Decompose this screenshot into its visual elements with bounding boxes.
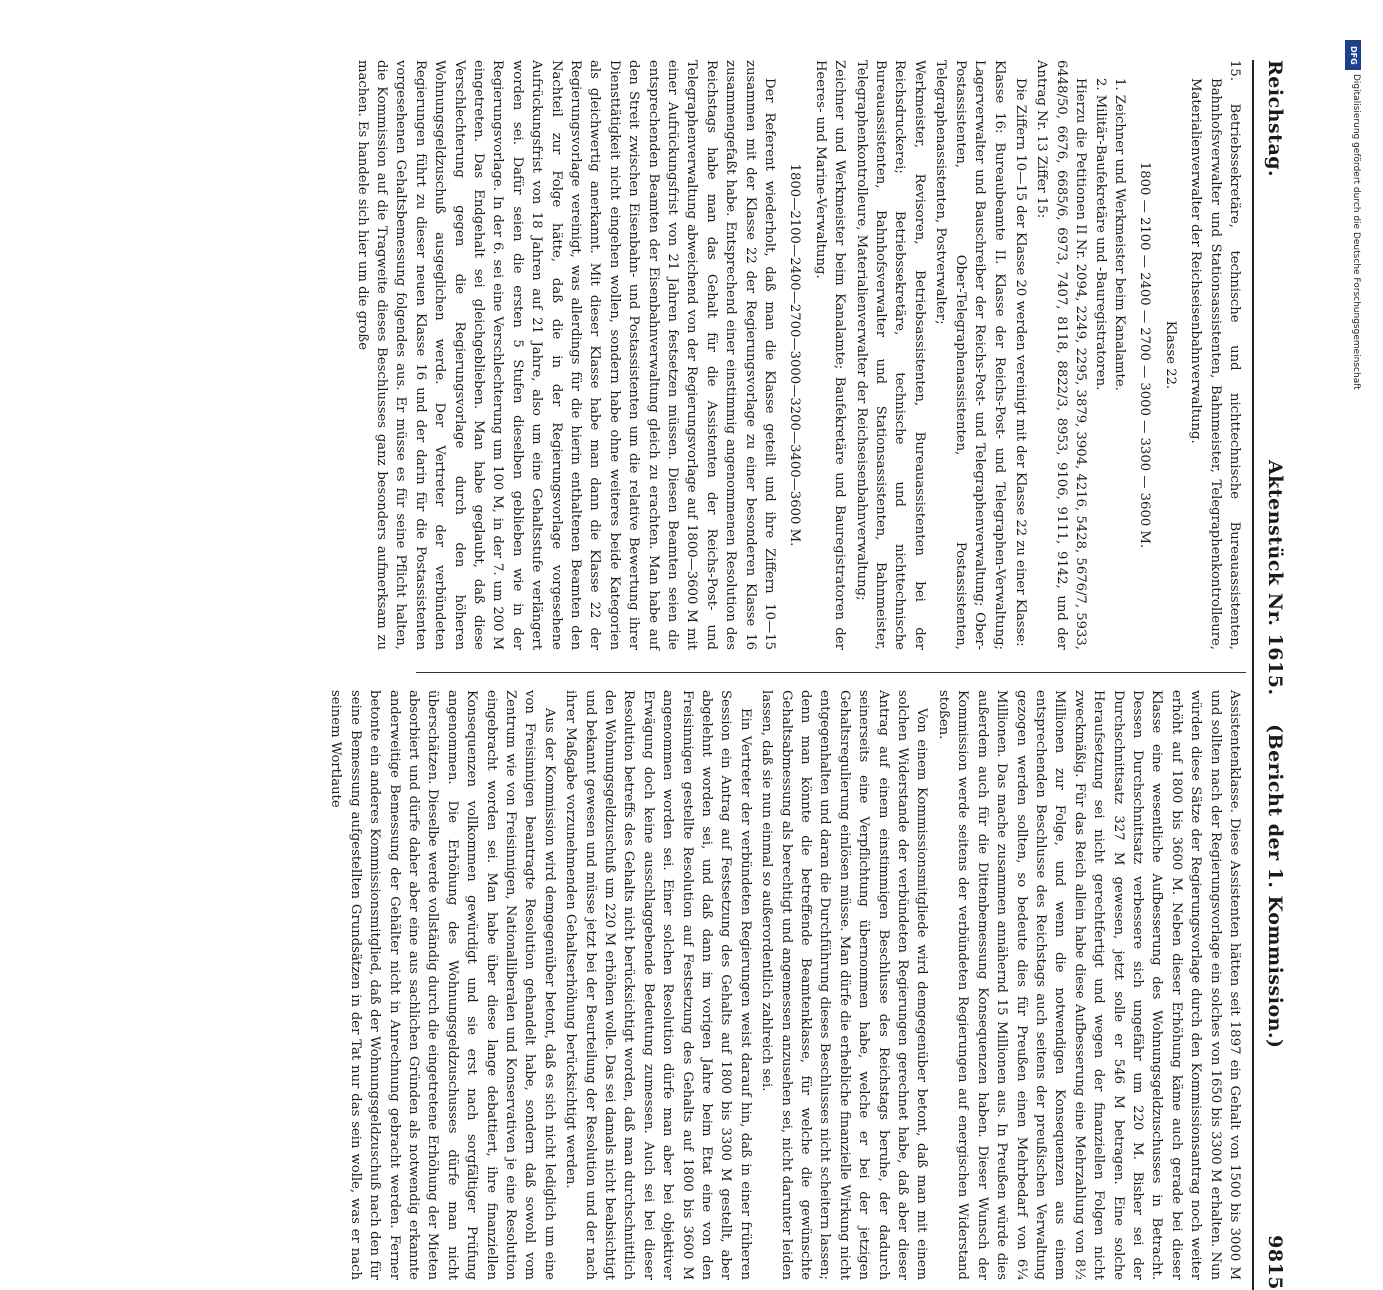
paragraph: Klasse 16: Bureaubeamte II. Klasse der Reichs-Post- und Telegraphen-Verwaltung; Lagerverwalter und Bauschreiber der Reichs-Post- und Telegraphenverwaltung; Ober-Postassistenten, Ober-Telegraphenassistenten, Postassistenten, Telegraphenassistenten, Postverwalter; bbox=[933, 60, 1007, 650]
paragraph: Ein Vertreter der verbündeten Regierungen weist darauf hin, daß in einer früheren Session ein Antrag auf Festsetzung des Gehalts auf 1800 bis 3300 M gestellt, aber abgelehnt worden sei, und daß dann im vorigen Jahre beim Etat eine von den Freisinnigen gestellte Resolution auf Festsetzung des Gehalts auf 1800 bis 3600 M angenommen worden sei. Einer solchen Resolution dürfe man aber bei objektiver Erwägung doch keine ausschlaggebende Bedeutung zumessen. Auch sei bei dieser Resolution betreffs des Gehalts nicht berücksichtigt worden, daß man durchschnittlich den Wohnungsgeldzuschuß um 220 M erhöhen wolle. Das sei damals nicht beabsichtigt und bekannt gewesen und müsse jetzt bei der Beurteilung der Resolution und der nach ihrer Maßgabe vorzunehmenden Gehaltserhöhung berücksichtigt werden. bbox=[563, 690, 753, 1280]
paragraph: Die Ziffern 10—15 der Klasse 20 werden vereinigt mit der Klasse 22 zu einer Klasse: bbox=[1012, 78, 1028, 647]
column-divider bbox=[416, 672, 1246, 673]
digitization-note: Digitalisierung gefördert durch die Deutsche Forschungsgemeinschaft bbox=[1351, 74, 1361, 390]
paragraph: 1800—2100—2400—2700—3000—3200—3400—3600 M. bbox=[787, 163, 803, 547]
paragraph: 2. Militär-Baufekretäre und -Bauregistratoren. bbox=[1092, 78, 1108, 391]
paragraph: Zeichner und Werkmeister beim Kanalamte; Baufekretäre und Bauregistratoren der Heeres- und Marine-Verwaltung. bbox=[812, 60, 848, 650]
side-note bbox=[1345, 40, 1361, 980]
header-left: Reichstag. bbox=[1264, 60, 1286, 178]
header-title bbox=[1264, 460, 1286, 1049]
dfg-logo: DFG bbox=[1345, 40, 1361, 70]
paragraph: Aus der Kommission wird demgegenüber betont, daß es sich nicht lediglich um eine von Freisinnigen beantragte Resolution gehandelt habe, sondern daß sowohl vom Zentrum wie von Freisinnigen, Nationalliberalen und Konservativen je eine Resolution eingebracht worden sei. Man habe über diese lange debattiert, ihre finanziellen Konsequenzen vollkommen gewürdigt und sie erst nach sorgfältiger Prüfung angenommen. Die Erhöhung des Wohnungsgeldzuschusses dürfe man nicht überschätzen. Dieselbe werde vollständig durch die eingetretene Erhöhung der Mieten absorbiert und dürfe daher aber eine aus sachlichen Gründen als notwendig erkannte anderweitige Bemessung der Gehälter nicht in Anrechnung gebracht werden. Ferner betonte ein anderes Kommissionsmitglied, daß der Wohnungsgeldzuschuß nach den für seine Bemessung aufgestellten Grundsätzen in der Tat nur das sein wolle, was er nach seinem Wortlaute bbox=[328, 690, 557, 1280]
paragraph: Werkmeister, Revisoren, Betriebsassistenten, Bureauassistenten bei der Reichsdruckerei; Betriebssekretäre, technische und nichttechnische Bureauassistenten, Bahnhofsverwalter und Stationsassistenten, Bahnmeister, Telegraphenkontrolleure, Materialienverwalter der Reichseisenbahnverwaltung; bbox=[853, 60, 927, 650]
paragraph: Der Referent wiederholt, daß man die Klasse geteilt und ihre Ziffern 10—15 zusammen mit der Klasse 22 der Regierungsvorlage zu einer besonderen Klasse 16 zusammengefaßt habe. Entsprechend einer einstimmig angenommenen Resolution des Reichstags habe man das Gehalt für die Assistenten der Reichs-Post- und Telegraphenverwaltung abweichend von der Regierungsvorlage auf 1800—3600 M mit einer Aufrückungsfrist von 21 Jahren festsetzen müssen. Diesen Beamten seien die entsprechenden Beamten der Eisenbahnverwaltung gleich zu erachten. Man habe auf den Streit zwischen Eisenbahn- und Postassistenten um die relative Bewertung ihrer Diensttätigkeit nicht eingehen wollen, sondern habe ohne weiteres beide Kategorien als gleichwertig anerkannt. Mit dieser Klasse habe man dann die Klasse 22 der Regierungsvorlage vereinigt, was allerdings für die hierin enthaltenen Beamten den Nachteil zur Folge hätte, daß die in der Regierungsvorlage vorgesehene Aufrückungsfrist von 18 Jahren auf 21 Jahre, also um eine Gehaltsstufe verlängert worden sei. Dafür seien die ersten 5 Stufen dieselben geblieben wie in der Regierungsvorlage. In der 6. sei eine Verschlechterung um 100 M, in der 7. um 200 M eingetreten. Das Endgehalt sei gleichgeblieben. Man habe geglaubt, daß diese Verschlechterung gegen die Regierungsvorlage durch den höheren Wohnungsgeldzuschuß ausgeglichen werde. Der Vertreter der verbündeten Regierungen führt zu dieser neuen Klasse 16 und der darin für die Postassistenten vorgesehenen Gehaltsbemessung folgendes aus. Er müsse es für seine Pflicht halten, die Kommission auf die Tragweite dieses Beschlusses ganz besonders aufmerksam zu machen. Es handele sich hier um die große bbox=[354, 60, 778, 650]
page-number: 9815 bbox=[1264, 1235, 1286, 1290]
paragraph: Assistentenklasse. Diese Assistenten hätten seit 1897 ein Gehalt von 1500 bis 3000 M und sollten nach der Regierungsvorlage ein solches von 1650 bis 3300 M erhalten. Nun würden diese Sätze der Regierungsvorlage durch den Kommissionsantrag noch weiter erhöht auf 1800 bis 3600 M. Neben dieser Erhöhung käme auch gerade bei dieser Klasse eine wesentliche Aufbesserung des Wohnungsgeldzuschusses in Betracht. Dessen Durchschnittsatz verbessere sich ungefähr um 220 M. Bisher sei der Durchschnittsatz 327 M gewesen, jetzt solle er 546 M betragen. Eine solche Heraufsetzung sei nicht gerechtfertigt und wegen der finanziellen Folgen nicht zweckmäßig. Für das Reich allein habe diese Aufbesserung eine Mehrzahlung von 8½ Millionen zur Folge, und wenn die notwendigen Konsequenzen aus einem entsprechenden Beschlusse des Reichstags auch seitens der preußischen Verwaltung gezogen werden sollten, so bedeute dies für Preußen einen Mehrbedarf von 6¼ Millionen. Das mache zusammen annähernd 15 Millionen aus. In Preußen würde dies außerdem auch für die Dittenbemessung Konsequenzen haben. Dieser Wunsch der Kommission werde seitens der verbündeten Regierungen auf energischen Widerstand stoßen. bbox=[935, 690, 1242, 1280]
paragraph: Von einem Kommissionsmitgliede wird demgegenüber betont, daß man mit einem solchen Widerstande der verbündeten Regierungen gerechnet habe, daß aber dieser Antrag auf einem einstimmigen Beschlusse des Reichstags beruhe, der dadurch seinerseits eine Verpflichtung übernommen habe, welche er bei der jetzigen Gehaltsregulierung einlösen müsse. Man dürfe die erhebliche finanzielle Wirkung nicht entgegenhalten und daran die Durchführung dieses Beschlusses nicht scheitern lassen; denn man könnte die betreffende Beamtenklasse, für welche die gewünschte Gehaltsabmessung als berechtigt und angemessen anzusehen sei, nicht darunter leiden lassen, daß sie nun einmal so außerordentlich zahlreich sei. bbox=[759, 690, 930, 1280]
paragraph: Hierzu die Petitionen II Nr. 2094, 2249, 2295, 3879, 3904, 4216, 5428, 5676/7, 5933, 6448/50, 6676, 6685/6, 6973, 7407, 8118, 8822/3, 8953, 9106, 9111, 9142, und der Antrag Nr. 13 Ziffer 15: bbox=[1034, 60, 1089, 650]
document-page bbox=[66, 60, 1296, 1290]
header-subtitle: (Bericht der 1. Kommission.) bbox=[1264, 724, 1286, 1049]
paragraph: Klasse 22. bbox=[1162, 320, 1178, 390]
paragraph: 15. Betriebssekretäre, technische und nichttechnische Bureauassistenten, Bahnhofsverwalter und Stationsassistenten, Bahnmeister, Telegraphenkontrolleure, Materialienverwalter der Reichseisenbahnverwaltung. bbox=[1188, 60, 1242, 650]
right-column bbox=[324, 690, 1244, 1280]
header-center: Aktenstück Nr. 1615. bbox=[1264, 460, 1286, 696]
left-column bbox=[350, 60, 1244, 650]
header-rule bbox=[1252, 60, 1254, 1290]
page-header bbox=[1256, 60, 1296, 1290]
paragraph: 1. Zeichner und Werkmeister beim Kanalamte. bbox=[1111, 78, 1127, 391]
paragraph: 1800 — 2100 — 2400 — 2700 — 3000 — 3300 — 3600 M. bbox=[1137, 161, 1153, 549]
